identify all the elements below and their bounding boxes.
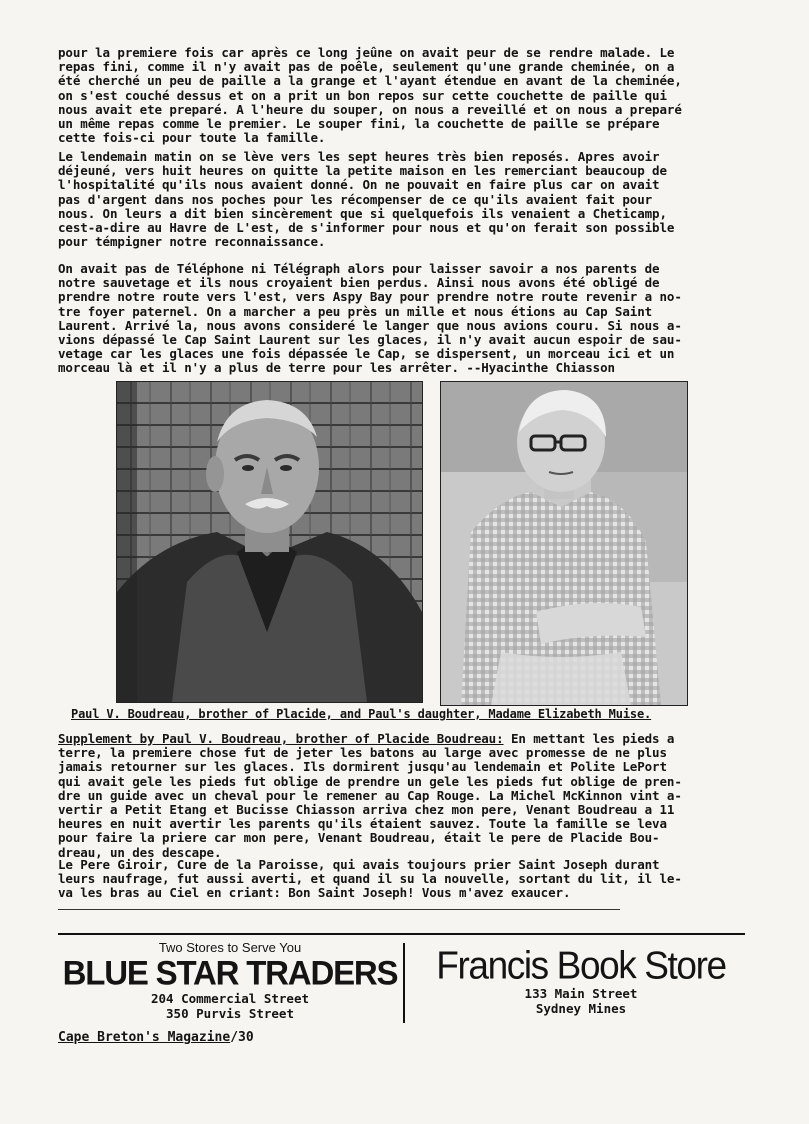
end-rule	[58, 909, 620, 910]
ad-divider	[403, 943, 405, 1023]
photo-caption: Paul V. Boudreau, brother of Placide, and Paul's daughter, Madame Elizabeth Muise.	[71, 707, 652, 721]
supplement-body: En mettant les pieds a terre, la premiere chose fut de jeter les batons au large avec promesse de ne plus jamais retourner sur les glaces. Ils dormirent jusqu'au lendemain et Polite LePort qui avait gele les pieds fut oblige de prendre un gele les pieds fut oblige de pren- dre un guide avec un cheval pour le remener au Cap Rouge. La Michel McKinnon vint a- vertir a Petit Etang et Bucisse Chiasson arriva chez mon pere, Venant Boudreau a 11 heures en nuit avertir les parents qu'ils étaient sauvez. Toute la famille se leva pour faire la priere car mon pere, Venant Boudreau, était le pere de Placide Bou- dreau, un des descape.	[58, 731, 682, 860]
ad-francis-book-store	[406, 940, 756, 1016]
article-paragraph-3: On avait pas de Téléphone ni Télégraph alors pour laisser savoir a nos parents de notre sauvetage et ils nous croyaient bien perdus. Ainsi nous avons été obligé de prendre notre route vers l'est, vers Aspy Bay pour prendre notre route revenir a no- tre foyer paternel. On a marcher a peu près un mille et nous étions au Cap Saint Laurent. Arrivé la, nous avons consideré le langer que nous avions couru. Si nous a- vions dépassé le Cap Saint Laurent sur les glaces, il n'y avait aucun espoir de sau- vetage car les glaces une fois dépassée le Cap, se dispersent, un morceau ici et un morceau là et il n'y a plus de terre pour les arrêter. --Hyacinthe Chiasson	[58, 261, 682, 376]
ad-blue-star-traders	[58, 940, 402, 1021]
ad-address-1: 133 Main Street	[524, 986, 638, 1001]
photo-elizabeth-muise	[440, 381, 688, 706]
ad-address-2: 350 Purvis Street	[166, 1006, 294, 1021]
ad-top-rule	[58, 933, 745, 935]
magazine-title: Cape Breton's Magazine	[58, 1030, 231, 1045]
article-paragraph-5: Le Pere Giroir, Cure de la Paroisse, qui avais toujours prier Saint Joseph durant leurs naufrage, fut aussi averti, et quand il su la nouvelle, sortant du lit, il le- va les bras au Ciel en criant: Bon Saint Joseph! Vous m'avez exaucer.	[58, 857, 682, 901]
ad-tagline: Two Stores to Serve You	[158, 940, 302, 955]
article-paragraph-2: Le lendemain matin on se lève vers les sept heures très bien reposés. Apres avoir déjeuné, vers huit heures on quitte la petite maison en les remerciant beaucoup de l'hospitalité qu'ils nous avaient donné. On ne pouvait en faire plus car on avait pas d'argent dans nos poches pour les récompenser de ce qu'ils avaient fait pour nous. On leurs a dit bien sincèrement que si quelquefois ils venaient a Cheticamp, cest-a-dire au Havre de L'est, de s'informer pour nous et qu'on ferait son possible pour témpigner notre reconnaissance.	[58, 149, 675, 250]
photo-paul-boudreau	[116, 381, 423, 703]
supplement-paragraph	[58, 732, 758, 860]
page-footer	[58, 1030, 254, 1045]
ad-address-2: Sydney Mines	[535, 1001, 627, 1016]
ad-address-1: 204 Commercial Street	[150, 991, 310, 1006]
ad-store-name: BLUE STAR TRADERS	[62, 953, 398, 992]
ad-store-name: Francis Book Store	[436, 943, 726, 987]
page-number: /30	[230, 1030, 254, 1045]
supplement-title: Supplement by Paul V. Boudreau, brother of Placide Boudreau:	[58, 731, 504, 746]
article-paragraph-1: pour la premiere fois car après ce long jeûne on avait peur de se rendre malade. Le repas fini, comme il n'y avait pas de poêle, seulement qu'une grande cheminée, on a été cherché un peu de paille a la grange et l'ayant étendue en avant de la cheminée, on s'est couché dessus et on a prit un bon repos sur cette couchette de paille qui nous avait ete preparé. A l'heure du souper, on nous a reveillé et on nous a preparé un même repas comme le premier. Le souper fini, la couchette de paille se prépare cette fois-ci pour toute la famille.	[58, 45, 682, 146]
